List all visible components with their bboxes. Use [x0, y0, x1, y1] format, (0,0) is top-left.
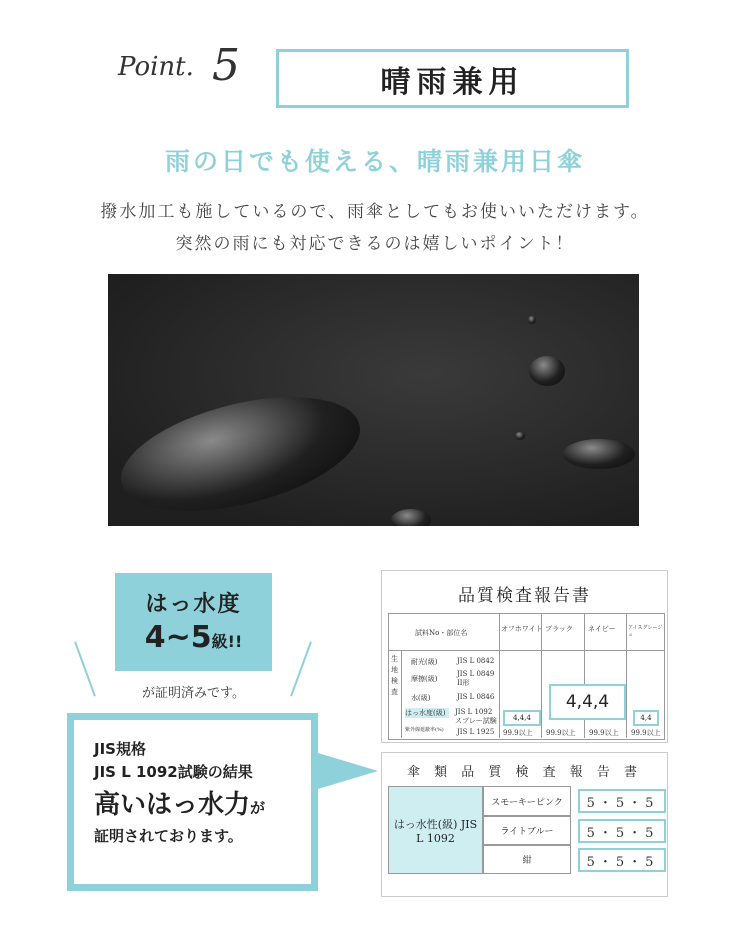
point-label: Point. [118, 52, 194, 82]
highlighted-grade: 4,4,4 [549, 684, 626, 720]
column-header: ネイビー [588, 625, 616, 633]
uv-value: 99.9以上 [503, 729, 533, 737]
row-standard: JIS L 1925 [457, 728, 495, 736]
quality-report-2 [381, 752, 668, 897]
column-header: アイスグレージュ [628, 625, 663, 638]
jis-callout-box [67, 713, 318, 891]
row-label: 摩擦(級) [411, 675, 438, 683]
water-value: 4,4,4 [503, 710, 541, 726]
water-drop-photo [108, 274, 639, 526]
report-1-table [388, 613, 665, 740]
report-2-title: 傘 類 品 質 検 査 報 告 書 [406, 765, 643, 780]
color-name: ライトブルー [483, 816, 571, 845]
row-label-highlight: はっ水度(級) [405, 708, 449, 718]
decorative-line [290, 641, 312, 696]
callout-line-4: 証明されております。 [94, 826, 243, 845]
water-droplet [528, 316, 536, 324]
water-repellency-badge [115, 573, 272, 671]
grade-value: 5・5・5 [578, 789, 666, 813]
row-standard: JIS L 0846 [457, 693, 495, 701]
row-label: 紫外線遮蔽率(%) [405, 727, 444, 733]
row-standard: JIS L 1092 スプレー試験 [455, 708, 497, 725]
badge-label: はっ水度 [145, 592, 242, 617]
row-label: 水(級) [411, 694, 431, 702]
row-standard: JIS L 0842 [457, 657, 495, 665]
uv-value: 99.9以上 [546, 729, 576, 737]
description-line-1: 撥水加工も施しているので、雨傘としてもお使いいただけます。 [100, 202, 650, 222]
grade-value: 5・5・5 [578, 848, 666, 872]
row-label: 耐光(級) [411, 658, 438, 666]
badge-grade: 4~5級!! [144, 620, 243, 655]
report-1-title: 品質検査報告書 [458, 586, 591, 606]
water-droplet [515, 432, 525, 440]
callout-line-2: JIS L 1092試験の結果 [94, 763, 253, 782]
description-line-2: 突然の雨にも対応できるのは嬉しいポイント！ [175, 234, 575, 254]
water-drop [563, 439, 635, 469]
large-water-drop [110, 376, 372, 526]
callout-line-3: 高いはっ水力が [94, 789, 266, 820]
column-header: ブラック [545, 625, 573, 633]
section-title: 晴雨兼用 [276, 49, 629, 108]
grade-value: 5・5・5 [578, 819, 666, 843]
quality-report-1 [381, 570, 668, 743]
subtitle: 雨の日でも使える、晴雨兼用日傘 [164, 147, 585, 176]
water-value: 4,4 [633, 710, 659, 726]
decorative-line [74, 641, 96, 696]
uv-value: 99.9以上 [589, 729, 619, 737]
side-label: 生地検査 [391, 655, 398, 696]
certified-text: が証明済みです。 [142, 686, 245, 701]
color-name: 紺 [483, 845, 571, 874]
row-standard: JIS L 0849 II形 [457, 670, 495, 687]
uv-value: 99.9以上 [631, 729, 661, 737]
report-2-label: はっ水性(級) JIS L 1092 [388, 786, 483, 874]
table-header-label: 試料No・部位名 [415, 629, 468, 637]
point-number: 5 [212, 40, 240, 91]
column-header: オフホワイト [501, 625, 543, 633]
callout-line-1: JIS規格 [94, 740, 146, 758]
callout-arrow [318, 753, 378, 789]
small-water-drop [529, 356, 565, 386]
color-name: スモーキーピンク [483, 786, 571, 816]
water-drop [391, 509, 431, 526]
